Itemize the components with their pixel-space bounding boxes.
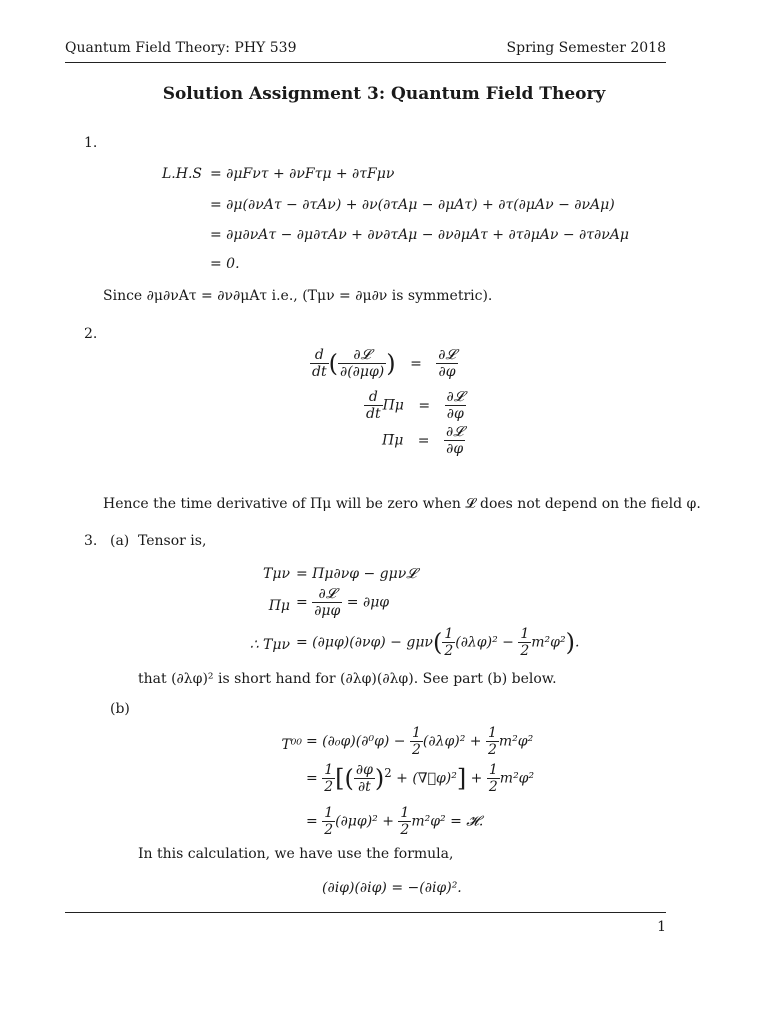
q2-number: 2. <box>84 326 98 342</box>
q2-ddt-fraction <box>310 347 329 380</box>
q3b-half-3-den: 2 <box>324 779 334 795</box>
q3b-rhs1-c: m²φ² <box>498 733 534 750</box>
q3b-half-4 <box>487 762 500 795</box>
q3b-half-4-den: 2 <box>488 779 498 795</box>
q3b-half-3-num: 1 <box>324 762 334 778</box>
q2-inner-num: ∂𝓛 <box>338 347 386 364</box>
q2-rhs-num-2: ∂𝓛 <box>446 389 464 405</box>
q3b-lparen: ( <box>344 764 354 793</box>
q3b-rhs3-a: (∂μφ)² + <box>335 813 399 830</box>
q3a-rhs3-inner: (∂λφ)² − <box>455 634 519 651</box>
q3a-half-2-den: 2 <box>520 643 530 659</box>
q3b-half-6 <box>398 805 411 838</box>
q2-rhs-fraction-1 <box>436 347 457 380</box>
q3a-half-2 <box>518 626 531 659</box>
q3-part-a-label: (a) <box>110 533 130 549</box>
q2-ddt-num: d <box>310 347 329 364</box>
q2-ddt2-den: dt <box>366 406 381 422</box>
q2-rhs-den-2: ∂φ <box>446 406 464 422</box>
q3a-lhs-2: Πμ <box>268 598 290 614</box>
q2-eq-1: = <box>410 355 422 372</box>
q1-note: Since ∂μ∂νAτ = ∂ν∂μAτ i.e., (Tμν = ∂μ∂ν is symmetric). <box>103 288 493 304</box>
q2-rhs-fraction-2 <box>445 389 466 422</box>
q3b-rhs-3 <box>306 805 483 838</box>
q3b-half-5-num: 1 <box>324 805 334 821</box>
q1-lhs: L.H.S <box>162 166 202 182</box>
q3a-half-1-num: 1 <box>444 626 454 642</box>
q3b-lbracket: [ <box>335 764 345 793</box>
q2-eq-2: = <box>418 397 431 414</box>
q3b-dphidt <box>354 762 375 795</box>
q3a-lparen: ( <box>432 628 443 657</box>
q2-pi: Πμ <box>382 397 404 414</box>
page-title: Solution Assignment 3: Quantum Field Theory <box>162 84 606 104</box>
q3a-pi-den: ∂μφ <box>314 603 341 619</box>
q3a-pi-num: ∂𝓛 <box>312 586 342 603</box>
q1-line-4: = 0. <box>210 256 240 272</box>
q3b-half-5 <box>322 805 335 838</box>
q1-line-1: = ∂μFντ + ∂νFτμ + ∂τFμν <box>210 166 395 182</box>
q2-row-1 <box>310 347 458 380</box>
q3a-rhs3-head: = (∂μφ)(∂νφ) − gμν <box>296 634 433 651</box>
q3b-dphi: ∂φ <box>355 762 373 778</box>
q3b-half-2 <box>486 725 499 758</box>
q3b-half-1-num: 1 <box>411 725 421 741</box>
q3b-rbracket: ] <box>456 764 467 793</box>
q3b-half-2-den: 2 <box>487 742 497 758</box>
q3a-pi-tail: = ∂μφ <box>346 594 390 611</box>
q3a-rhs3-mass: m²φ² <box>531 634 566 651</box>
q3a-pi-fraction <box>312 586 342 619</box>
q3a-half-2-num: 1 <box>520 626 530 642</box>
q2-rhs-den-3: ∂φ <box>446 441 464 457</box>
q3b-half-4-num: 1 <box>488 762 498 778</box>
q3b-dt: ∂t <box>357 779 371 795</box>
q3a-lhs-3: ∴ Tμν <box>249 637 290 653</box>
q2-ddt-den: dt <box>312 364 327 380</box>
q3a-rhs-3 <box>296 626 579 659</box>
q1-line-2: = ∂μ(∂νAτ − ∂τAν) + ∂ν(∂τAμ − ∂μAτ) + ∂τ(∂μAν − ∂νAμ) <box>210 197 615 213</box>
q3b-rparen: ) <box>374 764 385 793</box>
q3b-half-6-num: 1 <box>400 805 410 821</box>
q1-line-3: = ∂μ∂νAτ − ∂μ∂τAν + ∂ν∂τAμ − ∂ν∂μAτ + ∂τ∂μAν − ∂τ∂νAμ <box>210 227 629 243</box>
q3b-grad: + (∇⃗φ)² <box>396 770 457 787</box>
q2-rhs-num-3: ∂𝓛 <box>445 424 464 440</box>
q3a-rparen: ) <box>565 628 575 657</box>
q3b-rhs-2: = $\frac{1}{2}$ [( $\frac{\partial\varphi}{\partial t}$ )$^2$ + (∇⃗φ)²] + $\frac{1}{2}$ m²φ² <box>306 762 535 795</box>
q3-part-b-label: (b) <box>110 701 130 717</box>
q3b-half-6-den: 2 <box>400 822 410 838</box>
q3a-rhs-1: = Πμ∂νφ − gμν𝓛 <box>296 566 417 582</box>
q3b-rhs3-eq: = <box>306 813 323 830</box>
q2-pidot: Π̇μ <box>382 432 404 449</box>
q3b-lhs-1: T⁰⁰ <box>281 737 302 753</box>
q3a-half-1 <box>442 626 455 659</box>
q2-inner-fraction <box>338 347 386 380</box>
q3b-half-1 <box>410 725 423 758</box>
q3b-rhs-1 <box>306 725 533 758</box>
q2-rhs-fraction-3 <box>444 424 465 457</box>
q2-conclusion: Hence the time derivative of Πμ will be zero when 𝓛 does not depend on the field φ. <box>103 496 701 512</box>
page-number: 1 <box>657 919 666 935</box>
q3-number: 3. <box>84 533 98 549</box>
q2-ddt2-fraction <box>364 389 383 422</box>
q2-inner-den: ∂(∂μφ) <box>339 364 385 380</box>
q3b-half-3 <box>322 762 335 795</box>
q3a-lhs-1: Tμν <box>263 566 290 582</box>
q3-shorthand: that (∂λφ)² is short hand for (∂λφ)(∂λφ). See part (b) below. <box>138 671 557 687</box>
q2-left-paren: ( <box>328 349 338 378</box>
q3-intro: Tensor is, <box>138 533 207 549</box>
q3b-rhs2-eq: = <box>306 770 323 787</box>
q3b-half-2-num: 1 <box>487 725 497 741</box>
header-semester: Spring Semester 2018 <box>506 40 666 56</box>
q2-right-paren: ) <box>386 349 396 378</box>
q3-formula: (∂iφ)(∂iφ) = −(∂iφ)². <box>322 880 462 896</box>
q3a-rhs-2: = $\frac{\text{∂𝓛}}{\partial\mu\varphi}$ = ∂μφ <box>296 586 390 619</box>
q2-rhs-den-1: ∂φ <box>438 364 456 380</box>
q3b-rhs2-tail: m²φ² <box>499 770 535 787</box>
q3a-rhs3-end: . <box>574 634 580 651</box>
q2-row-2 <box>364 389 466 422</box>
q3b-half-1-den: 2 <box>411 742 421 758</box>
q2-rhs-num-1: ∂𝓛 <box>438 347 456 363</box>
q3b-rhs1-b: (∂λφ)² + <box>422 733 486 750</box>
header-rule <box>65 62 666 63</box>
footer-rule <box>65 912 666 913</box>
q3-formula-intro: In this calculation, we have use the formula, <box>138 846 454 862</box>
q2-ddt2-num: d <box>364 389 383 406</box>
q3b-rhs3-b: m²φ² = 𝓗. <box>411 813 484 830</box>
q3b-rhs1-a: = (∂₀φ)(∂⁰φ) − <box>306 733 410 750</box>
q1-number: 1. <box>84 135 98 151</box>
header-course: Quantum Field Theory: PHY 539 <box>65 40 297 56</box>
q2-eq-3: = <box>417 432 430 449</box>
q2-row-3 <box>382 424 465 457</box>
q3b-half-5-den: 2 <box>324 822 334 838</box>
q3a-half-1-den: 2 <box>444 643 454 659</box>
